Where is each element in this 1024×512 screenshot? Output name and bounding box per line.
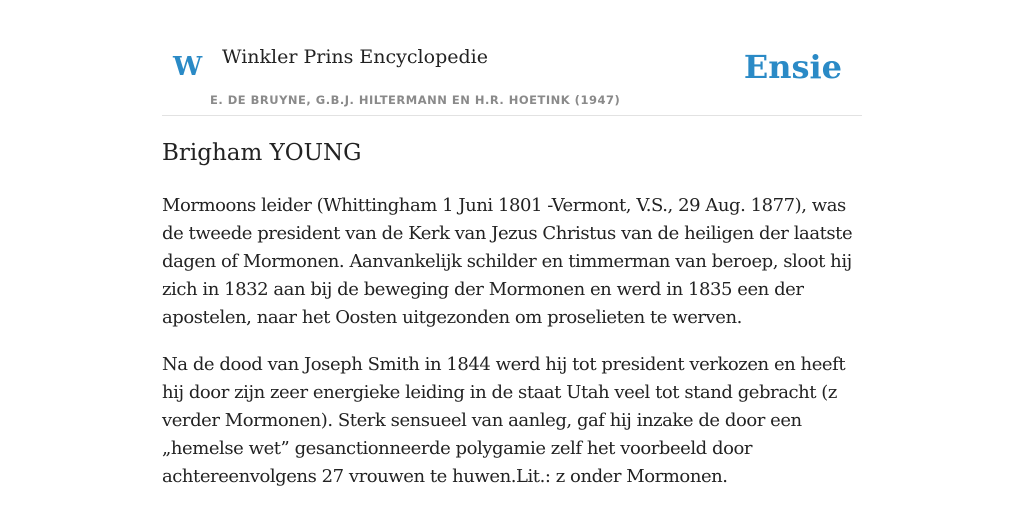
brand-logo[interactable]: Ensie — [743, 48, 842, 86]
article-paragraph-2: Na de dood van Joseph Smith in 1844 werd hij tot president verkozen en heeft hij door zijn zeer energieke leiding in de staat Utah veel tot stand gebracht (z verder Mormonen). Sterk sensueel van aanleg, gaf hij inzake de door een „hemelse wet” gesanctionneerde polygamie zelf het voorbeeld door achtereenvolgens 27 vrouwen te huwen.Lit.: z onder Mormonen. — [162, 354, 846, 487]
article-body — [162, 192, 862, 510]
header — [162, 40, 862, 116]
publication-authors: E. DE BRUYNE, G.B.J. HILTERMANN EN H.R. HOETINK (1947) — [210, 93, 621, 107]
publication-logo[interactable]: W — [173, 52, 203, 82]
article-paragraph-1: Mormoons leider (Whittingham 1 Juni 1801 -Vermont, V.S., 29 Aug. 1877), was de tweede president van de Kerk van Jezus Christus van de heiligen der laatste dagen of Mormonen. Aanvankelijk schilder en timmerman van beroep, sloot hij zich in 1832 aan bij de beweging der Mormonen en werd in 1835 een der apostelen, naar het Oosten uitgezonden om proselieten te werven. — [162, 195, 853, 328]
publication-title[interactable]: Winkler Prins Encyclopedie — [222, 46, 488, 68]
article-title: Brigham YOUNG — [162, 140, 362, 166]
